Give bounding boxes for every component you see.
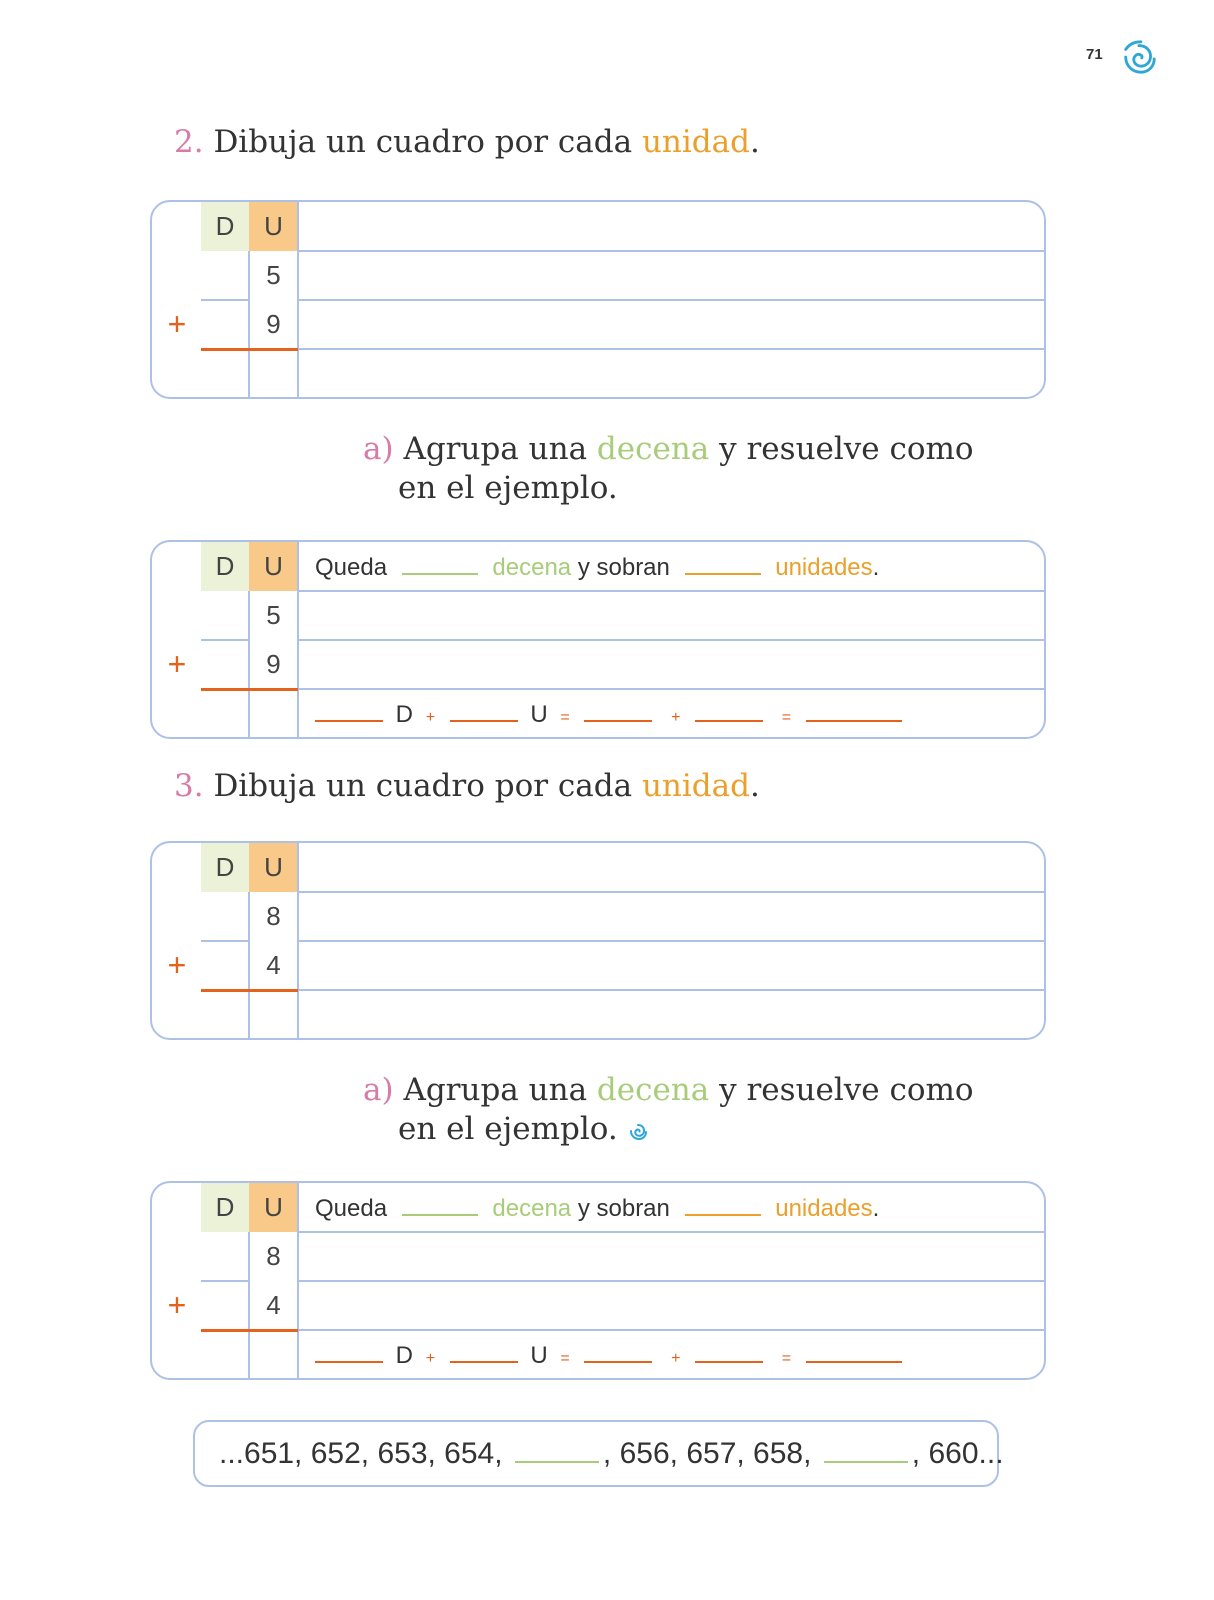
row-line [201, 940, 249, 942]
u-blank[interactable] [450, 696, 518, 722]
sequence-comma-2: , [911, 1437, 921, 1470]
du-box-ex3-draw [150, 841, 1046, 1040]
queda-text: Queda [315, 554, 388, 581]
header-u: U [249, 843, 298, 892]
sequence-part-1: ...651, 652, 653, 654, [219, 1437, 503, 1470]
sub-label: a) [363, 1072, 394, 1108]
sub-text-1: Agrupa una [403, 431, 588, 467]
exercise-keyword: unidad [641, 124, 750, 160]
digit-bottom: 4 [266, 950, 281, 980]
plus-op: + [671, 709, 681, 726]
y-sobran-text: y sobran [577, 1195, 670, 1222]
decena-blank[interactable] [402, 1190, 478, 1216]
sub-text-2: y resuelve como [719, 1072, 974, 1108]
row-line [298, 590, 1044, 592]
plus-op: + [425, 1350, 436, 1367]
queda-row [315, 548, 879, 588]
sub-text-1: Agrupa una [403, 1072, 588, 1108]
sum-line [201, 1329, 298, 1332]
du-box-ex2-solve [150, 540, 1046, 739]
equation-row [315, 695, 908, 735]
col-line [297, 1183, 299, 1378]
exercise-2-title [174, 124, 760, 160]
exercise-keyword: unidad [641, 768, 750, 804]
spiral-logo-icon [628, 1121, 648, 1141]
header-u: U [249, 542, 298, 591]
term2-blank[interactable] [695, 696, 763, 722]
col-line [248, 591, 250, 737]
queda-text: Queda [315, 1195, 388, 1222]
exercise-text: Dibuja un cuadro por cada [213, 768, 633, 804]
digit-top: 5 [266, 600, 281, 630]
sub-label: a) [363, 431, 394, 467]
u-symbol: U [530, 1342, 548, 1369]
digit-bottom: 9 [266, 649, 281, 679]
header-u: U [249, 1183, 298, 1232]
plus-op: + [425, 709, 436, 726]
sequence-comma-1: , [602, 1437, 612, 1470]
u-blank[interactable] [450, 1337, 518, 1363]
sequence-part-3: 660... [928, 1437, 1004, 1470]
equals-op: = [781, 709, 792, 726]
decena-word: decena [492, 554, 572, 581]
sub-text-2: y resuelve como [719, 431, 974, 467]
sum-line [201, 688, 298, 691]
equals-op: = [560, 1350, 570, 1367]
d-symbol: D [395, 701, 414, 728]
d-blank[interactable] [315, 696, 383, 722]
sub-keyword: decena [596, 431, 710, 467]
sum-line [201, 348, 298, 351]
exercise-3-sub-a [363, 1071, 974, 1149]
term1-blank[interactable] [584, 696, 652, 722]
sub-line-2: en el ejemplo. [398, 1111, 618, 1147]
queda-row [315, 1189, 879, 1229]
exercise-text: Dibuja un cuadro por cada [213, 124, 633, 160]
sequence-blank-1[interactable] [515, 1435, 599, 1463]
d-symbol: D [395, 1342, 414, 1369]
spiral-logo-icon [1120, 38, 1158, 76]
sequence-blank-2[interactable] [824, 1435, 908, 1463]
plus-sign: + [167, 306, 187, 342]
digit-bottom: 4 [266, 1290, 281, 1320]
exercise-period: . [749, 768, 760, 804]
header-d: D [201, 1183, 249, 1232]
col-line [297, 542, 299, 737]
sub-keyword: decena [596, 1072, 710, 1108]
plus-op: + [671, 1350, 681, 1367]
exercise-number: 2. [174, 124, 204, 160]
digit-top: 8 [266, 901, 281, 931]
col-line [248, 1232, 250, 1378]
y-sobran-text: y sobran [577, 554, 670, 581]
unidades-word: unidades [775, 1195, 873, 1222]
decena-word: decena [492, 1195, 572, 1222]
equals-op: = [781, 1350, 792, 1367]
result-blank[interactable] [806, 696, 902, 722]
row-line [298, 639, 1044, 641]
row-line [298, 1231, 1044, 1233]
col-line [248, 892, 250, 1038]
row-line [201, 639, 249, 641]
exercise-number: 3. [174, 768, 204, 804]
header-d: D [201, 542, 249, 591]
du-box-ex3-solve [150, 1181, 1046, 1380]
header-u: U [249, 202, 298, 251]
row-line [298, 688, 1044, 690]
du-box-ex2-draw [150, 200, 1046, 399]
page-number: 71 [1086, 46, 1103, 63]
unidades-blank[interactable] [685, 549, 761, 575]
term2-blank[interactable] [695, 1337, 763, 1363]
header-d: D [201, 202, 249, 251]
u-symbol: U [530, 701, 548, 728]
plus-sign: + [167, 947, 187, 983]
term1-blank[interactable] [584, 1337, 652, 1363]
row-line [201, 299, 249, 301]
exercise-period: . [749, 124, 760, 160]
drawing-area[interactable] [299, 202, 1044, 397]
unidades-word: unidades [775, 554, 873, 581]
unidades-blank[interactable] [685, 1190, 761, 1216]
exercise-3-title [174, 768, 760, 804]
plus-sign: + [167, 1287, 187, 1323]
equation-row [315, 1336, 908, 1376]
digit-bottom: 9 [266, 309, 281, 339]
equals-op: = [560, 709, 570, 726]
sequence-part-2: 656, 657, 658, [619, 1437, 812, 1470]
d-blank[interactable] [315, 1337, 383, 1363]
row-line [298, 1280, 1044, 1282]
plus-sign: + [167, 646, 187, 682]
digit-top: 8 [266, 1241, 281, 1271]
drawing-area[interactable] [299, 843, 1044, 1038]
sum-line [201, 989, 298, 992]
number-sequence-box [193, 1420, 1004, 1487]
exercise-2-sub-a [363, 430, 974, 508]
digit-top: 5 [266, 260, 281, 290]
row-line [298, 1329, 1044, 1331]
result-blank[interactable] [806, 1337, 902, 1363]
sub-line-2: en el ejemplo. [398, 470, 618, 506]
col-line [248, 251, 250, 397]
queda-period: . [872, 1195, 880, 1222]
decena-blank[interactable] [402, 549, 478, 575]
queda-period: . [872, 554, 880, 581]
row-line [201, 1280, 249, 1282]
header-d: D [201, 843, 249, 892]
